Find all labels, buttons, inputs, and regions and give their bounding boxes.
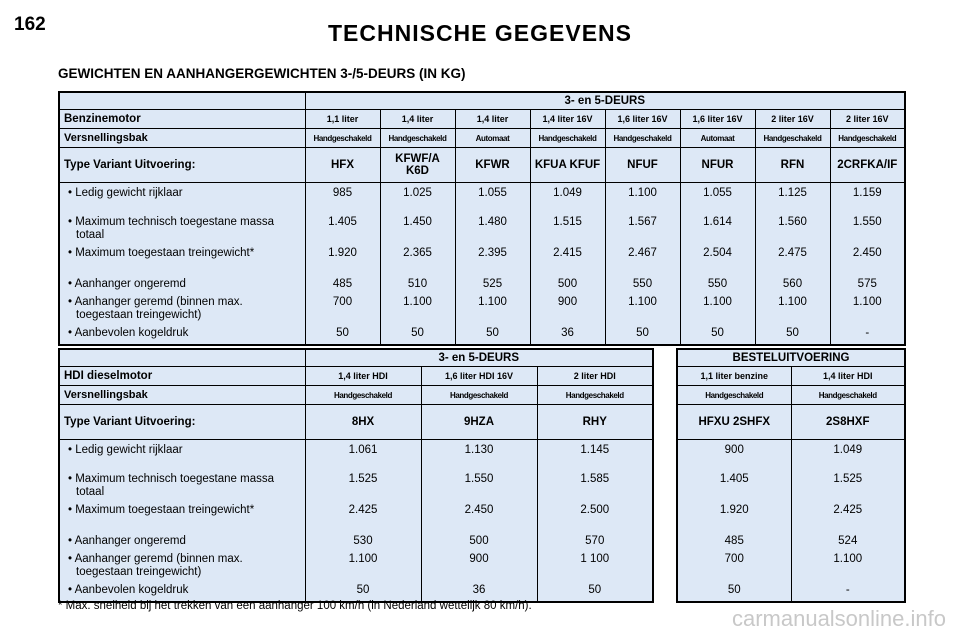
value-cell: 50 xyxy=(755,325,830,345)
value-cell: 1.550 xyxy=(421,471,537,502)
engine-cell: 2 liter HDI xyxy=(537,367,653,386)
value-cell: 1.125 xyxy=(755,183,830,214)
data-row xyxy=(59,214,905,245)
row-label-text: • Aanhanger ongeremd xyxy=(68,277,186,290)
value-cell: 1.025 xyxy=(380,183,455,214)
value-cell: 2.475 xyxy=(755,245,830,276)
value-cell: 1.100 xyxy=(680,294,755,325)
data-row xyxy=(59,276,905,294)
data-row xyxy=(677,502,905,533)
row-label-text: • Aanbevolen kogeldruk xyxy=(68,326,189,339)
value-cell: 1.567 xyxy=(605,214,680,245)
row-label xyxy=(59,294,305,325)
type-cell: KFWR xyxy=(455,148,530,183)
gearbox-row xyxy=(677,386,905,405)
row-label-text: • Aanhanger ongeremd xyxy=(68,534,186,547)
data-row xyxy=(677,440,905,471)
group-header: 3- en 5-DEURS xyxy=(305,349,653,367)
page-title: TECHNISCHE GEGEVENS xyxy=(328,20,632,46)
engine-row xyxy=(59,367,653,386)
type-cell: KFWF/A K6D xyxy=(380,148,455,183)
value-cell: 985 xyxy=(305,183,380,214)
value-cell: 1.100 xyxy=(605,294,680,325)
value-cell: 550 xyxy=(605,276,680,294)
data-row xyxy=(677,471,905,502)
value-cell: 900 xyxy=(421,551,537,582)
type-cell: 2CRFKA/IF xyxy=(830,148,905,183)
type-label: Type Variant Uitvoering: xyxy=(59,405,305,440)
type-cell: HFX xyxy=(305,148,380,183)
gearbox-cell: Handgeschakeld xyxy=(537,386,653,405)
value-cell: 485 xyxy=(677,533,791,551)
engine-cell: 1,4 liter xyxy=(455,110,530,129)
value-cell: 2.467 xyxy=(605,245,680,276)
value-cell: 50 xyxy=(605,325,680,345)
value-cell: 1.585 xyxy=(537,471,653,502)
value-cell: 1.159 xyxy=(830,183,905,214)
value-cell: 50 xyxy=(455,325,530,345)
value-cell: 524 xyxy=(791,533,905,551)
gearbox-cell: Handgeschakeld xyxy=(530,129,605,148)
value-cell: 1.100 xyxy=(380,294,455,325)
row-label xyxy=(59,325,305,345)
gearbox-cell: Handgeschakeld xyxy=(305,386,421,405)
type-cell: RFN xyxy=(755,148,830,183)
value-cell: 1.100 xyxy=(305,551,421,582)
engine-cell: 1,6 liter HDI 16V xyxy=(421,367,537,386)
row-label xyxy=(59,245,305,276)
value-cell: 1.920 xyxy=(305,245,380,276)
row-label xyxy=(59,183,305,214)
data-row xyxy=(59,440,653,471)
value-cell: 50 xyxy=(680,325,755,345)
value-cell: 700 xyxy=(305,294,380,325)
row-label-text: • Aanhanger geremd (binnen max. toegestaan treingewicht) xyxy=(68,552,243,578)
engine-row xyxy=(59,110,905,129)
group-header-row xyxy=(59,349,653,367)
data-row xyxy=(677,533,905,551)
row-label-text: • Maximum toegestaan treingewicht* xyxy=(68,503,255,516)
footnote: * Max. snelheid bij het trekken van een aanhanger 100 km/h (in Nederland wettelijk 80 km/h). xyxy=(58,600,532,612)
group-header-row xyxy=(59,92,905,110)
diesel-weights-table xyxy=(58,348,654,603)
engine-cell: 2 liter 16V xyxy=(830,110,905,129)
row-label xyxy=(59,533,305,551)
value-cell: 1.525 xyxy=(791,471,905,502)
data-row xyxy=(59,471,653,502)
value-cell: 900 xyxy=(530,294,605,325)
value-cell: 1.100 xyxy=(830,294,905,325)
value-cell: 1.480 xyxy=(455,214,530,245)
value-cell: 530 xyxy=(305,533,421,551)
value-cell: 1.049 xyxy=(530,183,605,214)
value-cell: 550 xyxy=(680,276,755,294)
watermark: carmanualsonline.info xyxy=(731,606,946,631)
value-cell: 2.365 xyxy=(380,245,455,276)
value-cell: 2.450 xyxy=(830,245,905,276)
engine-cell: 1,1 liter benzine xyxy=(677,367,791,386)
value-cell: 1.055 xyxy=(680,183,755,214)
value-cell: 36 xyxy=(421,582,537,602)
value-cell: 1.405 xyxy=(677,471,791,502)
data-row xyxy=(59,502,653,533)
gearbox-cell: Handgeschakeld xyxy=(380,129,455,148)
value-cell: - xyxy=(791,582,905,602)
value-cell: 575 xyxy=(830,276,905,294)
engine-cell: 1,4 liter HDI xyxy=(791,367,905,386)
engine-row xyxy=(677,367,905,386)
type-cell: 8HX xyxy=(305,405,421,440)
value-cell: 50 xyxy=(305,325,380,345)
row-label xyxy=(59,440,305,471)
gearbox-cell: Handgeschakeld xyxy=(830,129,905,148)
value-cell: 2.450 xyxy=(421,502,537,533)
value-cell: 1.055 xyxy=(455,183,530,214)
gearbox-cell: Handgeschakeld xyxy=(421,386,537,405)
value-cell: 1.560 xyxy=(755,214,830,245)
page-number: 162 xyxy=(14,14,46,35)
value-cell: 2.395 xyxy=(455,245,530,276)
value-cell: 2.415 xyxy=(530,245,605,276)
row-label-text: • Maximum technisch toegestane massa totaal xyxy=(68,472,275,498)
value-cell: 2.504 xyxy=(680,245,755,276)
value-cell: 1.525 xyxy=(305,471,421,502)
gearbox-cell: Handgeschakeld xyxy=(605,129,680,148)
type-cell: NFUF xyxy=(605,148,680,183)
engine-cell: 1,4 liter xyxy=(380,110,455,129)
value-cell: 700 xyxy=(677,551,791,582)
engine-cell: 1,6 liter 16V xyxy=(680,110,755,129)
type-cell: 9HZA xyxy=(421,405,537,440)
group-header: 3- en 5-DEURS xyxy=(305,92,905,110)
value-cell: 1.614 xyxy=(680,214,755,245)
engine-cell: 1,4 liter 16V xyxy=(530,110,605,129)
row-label-text: • Maximum technisch toegestane massa totaal xyxy=(68,215,275,241)
value-cell: 1.405 xyxy=(305,214,380,245)
row-label xyxy=(59,551,305,582)
value-cell: 50 xyxy=(305,582,421,602)
data-row xyxy=(59,245,905,276)
value-cell: 1.049 xyxy=(791,440,905,471)
engine-cell: 2 liter 16V xyxy=(755,110,830,129)
row-label-text: • Aanbevolen kogeldruk xyxy=(68,583,189,596)
section-subtitle: GEWICHTEN EN AANHANGERGEWICHTEN 3-/5-DEURS (IN KG) xyxy=(58,66,466,81)
gearbox-cell: Handgeschakeld xyxy=(677,386,791,405)
engine-cell: 1,1 liter xyxy=(305,110,380,129)
engine-label: Benzinemotor xyxy=(59,110,305,129)
row-label xyxy=(59,214,305,245)
type-cell: NFUR xyxy=(680,148,755,183)
data-row xyxy=(59,183,905,214)
value-cell: 1.100 xyxy=(755,294,830,325)
petrol-weights-table xyxy=(58,91,906,346)
value-cell: 1.920 xyxy=(677,502,791,533)
data-row xyxy=(59,533,653,551)
data-row xyxy=(59,582,653,602)
value-cell: 500 xyxy=(421,533,537,551)
value-cell: 50 xyxy=(380,325,455,345)
engine-label: HDI dieselmotor xyxy=(59,367,305,386)
row-label xyxy=(59,471,305,502)
engine-cell: 1,6 liter 16V xyxy=(605,110,680,129)
data-row xyxy=(59,325,905,345)
type-cell: RHY xyxy=(537,405,653,440)
data-row xyxy=(677,551,905,582)
gearbox-cell: Handgeschakeld xyxy=(305,129,380,148)
data-row xyxy=(59,294,905,325)
row-label-text: • Maximum toegestaan treingewicht* xyxy=(68,246,255,259)
value-cell: 1.130 xyxy=(421,440,537,471)
gearbox-row xyxy=(59,129,905,148)
value-cell: 1.450 xyxy=(380,214,455,245)
type-label: Type Variant Uitvoering: xyxy=(59,148,305,183)
gearbox-cell: Handgeschakeld xyxy=(755,129,830,148)
value-cell: 50 xyxy=(677,582,791,602)
value-cell: 1.100 xyxy=(455,294,530,325)
group-header-spacer xyxy=(59,92,305,110)
gearbox-cell: Handgeschakeld xyxy=(791,386,905,405)
value-cell: 500 xyxy=(530,276,605,294)
gearbox-cell: Automaat xyxy=(680,129,755,148)
data-row xyxy=(59,551,653,582)
row-label xyxy=(59,276,305,294)
gearbox-cell: Automaat xyxy=(455,129,530,148)
value-cell: 2.425 xyxy=(791,502,905,533)
value-cell: 570 xyxy=(537,533,653,551)
value-cell: 2.425 xyxy=(305,502,421,533)
row-label-text: • Aanhanger geremd (binnen max. toegestaan treingewicht) xyxy=(68,295,243,321)
type-row xyxy=(59,405,653,440)
value-cell: 1 100 xyxy=(537,551,653,582)
value-cell: 1.145 xyxy=(537,440,653,471)
type-row xyxy=(59,148,905,183)
type-cell: 2S8HXF xyxy=(791,405,905,440)
value-cell: - xyxy=(830,325,905,345)
value-cell: 485 xyxy=(305,276,380,294)
gearbox-label: Versnellingsbak xyxy=(59,129,305,148)
row-label-text: • Ledig gewicht rijklaar xyxy=(68,187,183,199)
gearbox-row xyxy=(59,386,653,405)
row-label xyxy=(59,582,305,602)
value-cell: 900 xyxy=(677,440,791,471)
type-cell: HFXU 2SHFX xyxy=(677,405,791,440)
value-cell: 36 xyxy=(530,325,605,345)
value-cell: 2.500 xyxy=(537,502,653,533)
value-cell: 50 xyxy=(537,582,653,602)
value-cell: 1.061 xyxy=(305,440,421,471)
value-cell: 1.100 xyxy=(605,183,680,214)
value-cell: 1.515 xyxy=(530,214,605,245)
data-row xyxy=(677,582,905,602)
group-header-row xyxy=(677,349,905,367)
type-cell: KFUA KFUF xyxy=(530,148,605,183)
value-cell: 510 xyxy=(380,276,455,294)
engine-cell: 1,4 liter HDI xyxy=(305,367,421,386)
value-cell: 525 xyxy=(455,276,530,294)
gearbox-label: Versnellingsbak xyxy=(59,386,305,405)
group-header: BESTELUITVOERING xyxy=(677,349,905,367)
value-cell: 1.550 xyxy=(830,214,905,245)
van-weights-table xyxy=(676,348,906,603)
group-header-spacer xyxy=(59,349,305,367)
type-row xyxy=(677,405,905,440)
value-cell: 1.100 xyxy=(791,551,905,582)
value-cell: 560 xyxy=(755,276,830,294)
row-label xyxy=(59,502,305,533)
row-label-text: • Ledig gewicht rijklaar xyxy=(68,444,183,456)
